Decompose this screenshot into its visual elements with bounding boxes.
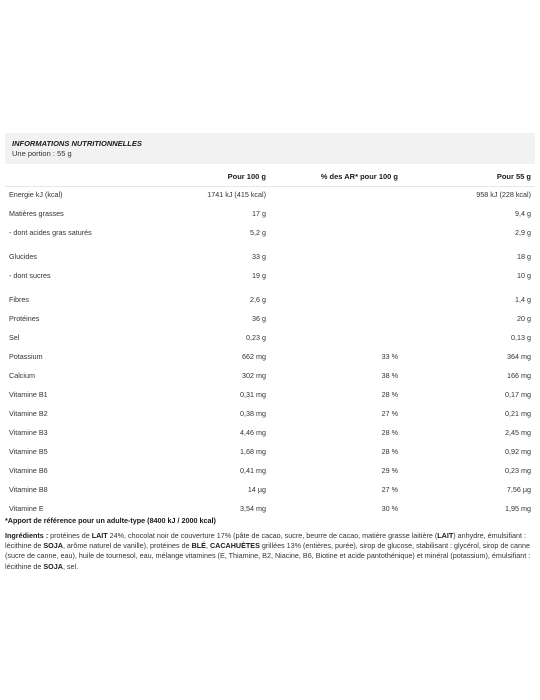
value-ar: 28 % [381,447,398,456]
value-per-100g: 302 mg [242,371,266,380]
nutrient-name: Sel [9,333,20,342]
allergen-wheat: BLÉ [191,541,206,551]
value-per-55g: 0,13 g [511,333,531,342]
value-ar: 30 % [381,504,398,513]
value-ar: 27 % [381,485,398,494]
ingredients-part: grillées 13% (entières, purée), sirop de glucose, stabilisant : glycérol, sirop de canne (sucre de canne, eau), huile de tournesol, eau, mélange vitamines (E, Thiamine, B2, Niacine, B6, Biotine et acide pantothénique) et minéral (potassium), émulsifiant : lécithine de [5,541,531,571]
value-per-100g: 33 g [252,252,266,261]
column-headers [5,164,535,187]
allergen-milk: LAIT [91,531,108,540]
nutrition-table [5,133,535,511]
value-per-100g: 0,41 mg [240,466,266,475]
value-ar: 33 % [381,352,398,361]
nutrient-name: Vitamine B2 [9,409,48,418]
portion-size: Une portion : 55 g [12,149,72,158]
value-per-55g: 7,56 µg [506,485,531,494]
table-row [5,227,535,239]
nutrient-name: Matières grasses [9,209,64,218]
value-per-55g: 0,92 mg [505,447,531,456]
value-ar: 29 % [381,466,398,475]
value-per-55g: 166 mg [507,371,531,380]
table-row [5,332,535,344]
value-per-55g: 0,23 mg [505,466,531,475]
allergen-peanuts: CACAHUÈTES [209,541,260,551]
ingredients-label: Ingrédients : [5,531,49,540]
nutrient-name: - dont acides gras saturés [9,228,92,237]
header-per-100g: Pour 100 g [227,172,266,181]
allergen-milk: LAIT [437,531,454,540]
value-per-100g: 2,6 g [250,295,266,304]
value-per-100g: 1,68 mg [240,447,266,456]
value-per-55g: 364 mg [507,352,531,361]
nutrient-name: Vitamine B6 [9,466,48,475]
nutrient-name: Vitamine E [9,504,44,513]
ingredients-part: protéines de [48,531,92,540]
value-per-55g: 1,4 g [515,295,531,304]
value-per-100g: 36 g [252,314,266,323]
table-title: INFORMATIONS NUTRITIONNELLES [12,139,142,148]
reference-footnote: *Apport de référence pour un adulte-type (8400 kJ / 2000 kcal) [5,516,216,525]
value-ar: 28 % [381,428,398,437]
nutrient-name: Glucides [9,252,37,261]
table-body [5,187,535,511]
table-row [5,465,535,477]
table-row [5,389,535,401]
value-per-100g: 0,38 mg [240,409,266,418]
ingredients-text [5,531,533,572]
value-per-55g: 18 g [517,252,531,261]
nutrient-name: Vitamine B5 [9,447,48,456]
table-row [5,503,535,515]
nutrient-name: Fibres [9,295,29,304]
table-row [5,313,535,325]
header-ar: % des AR* pour 100 g [320,172,398,181]
value-per-100g: 662 mg [242,352,266,361]
value-per-55g: 0,21 mg [505,409,531,418]
ingredients-part: , sel. [62,561,79,571]
table-row [5,351,535,363]
table-row [5,294,535,306]
nutrient-name: Vitamine B1 [9,390,48,399]
table-row [5,189,535,201]
nutrient-name: Energie kJ (kcal) [9,190,63,199]
value-per-55g: 20 g [517,314,531,323]
table-row [5,370,535,382]
table-row [5,427,535,439]
value-ar: 38 % [381,371,398,380]
value-per-55g: 2,45 mg [505,428,531,437]
header-per-55g: Pour 55 g [496,172,531,181]
value-per-55g: 958 kJ (228 kcal) [476,190,531,199]
value-per-100g: 4,46 mg [240,428,266,437]
allergen-soy: SOJA [43,561,63,571]
table-row [5,446,535,458]
table-row [5,270,535,282]
value-ar: 28 % [381,390,398,399]
ingredients-part: , arôme naturel de vanille), protéines de [62,541,192,551]
nutrient-name: Vitamine B8 [9,485,48,494]
nutrient-name: Vitamine B3 [9,428,48,437]
value-per-55g: 1,95 mg [505,504,531,513]
nutrient-name: Potassium [9,352,43,361]
value-per-55g: 10 g [517,271,531,280]
value-per-55g: 9,4 g [515,209,531,218]
value-per-100g: 17 g [252,209,266,218]
allergen-soy: SOJA [43,541,63,551]
value-ar: 27 % [381,409,398,418]
value-per-100g: 0,23 g [246,333,266,342]
value-per-55g: 2,9 g [515,228,531,237]
table-row [5,408,535,420]
value-per-100g: 5,2 g [250,228,266,237]
ingredients-part: , [205,541,210,551]
value-per-100g: 0,31 mg [240,390,266,399]
nutrient-name: Calcium [9,371,35,380]
value-per-100g: 3,54 mg [240,504,266,513]
value-per-55g: 0,17 mg [505,390,531,399]
table-header [5,133,535,164]
nutrient-name: - dont sucres [9,271,51,280]
nutrient-name: Protéines [9,314,40,323]
table-row [5,208,535,220]
value-per-100g: 1741 kJ (415 kcal) [207,190,266,199]
value-per-100g: 19 g [252,271,266,280]
ingredients-part: ) anhydre, émulsifiant : lécithine de [5,531,526,551]
ingredients-part: 24%, chocolat noir de couverture 17% (pâte de cacao, sucre, beurre de cacao, matière grasse laitière ( [107,531,438,540]
table-row [5,251,535,263]
value-per-100g: 14 µg [247,485,266,494]
table-row [5,484,535,496]
